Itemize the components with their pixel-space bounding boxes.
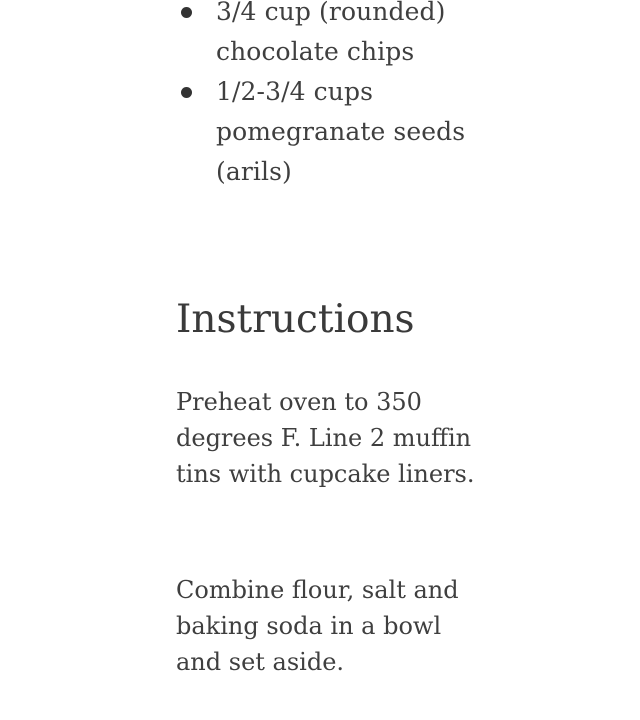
instruction-step: Combine flour, salt and baking soda in a bowl and set aside. bbox=[176, 576, 459, 676]
ingredient-item bbox=[176, 72, 476, 192]
bullet-icon bbox=[181, 7, 192, 18]
ingredient-item bbox=[176, 0, 476, 72]
bullet-icon bbox=[181, 87, 192, 98]
ingredients-list bbox=[176, 0, 476, 192]
instructions-heading: Instructions bbox=[176, 297, 415, 342]
ingredient-text: 1/2-3/4 cups pomegranate seeds (arils) bbox=[216, 77, 466, 186]
instruction-step: Preheat oven to 350 degrees F. Line 2 muffin tins with cupcake liners. bbox=[176, 388, 475, 488]
ingredient-text: 3/4 cup (rounded) chocolate chips bbox=[216, 0, 446, 66]
